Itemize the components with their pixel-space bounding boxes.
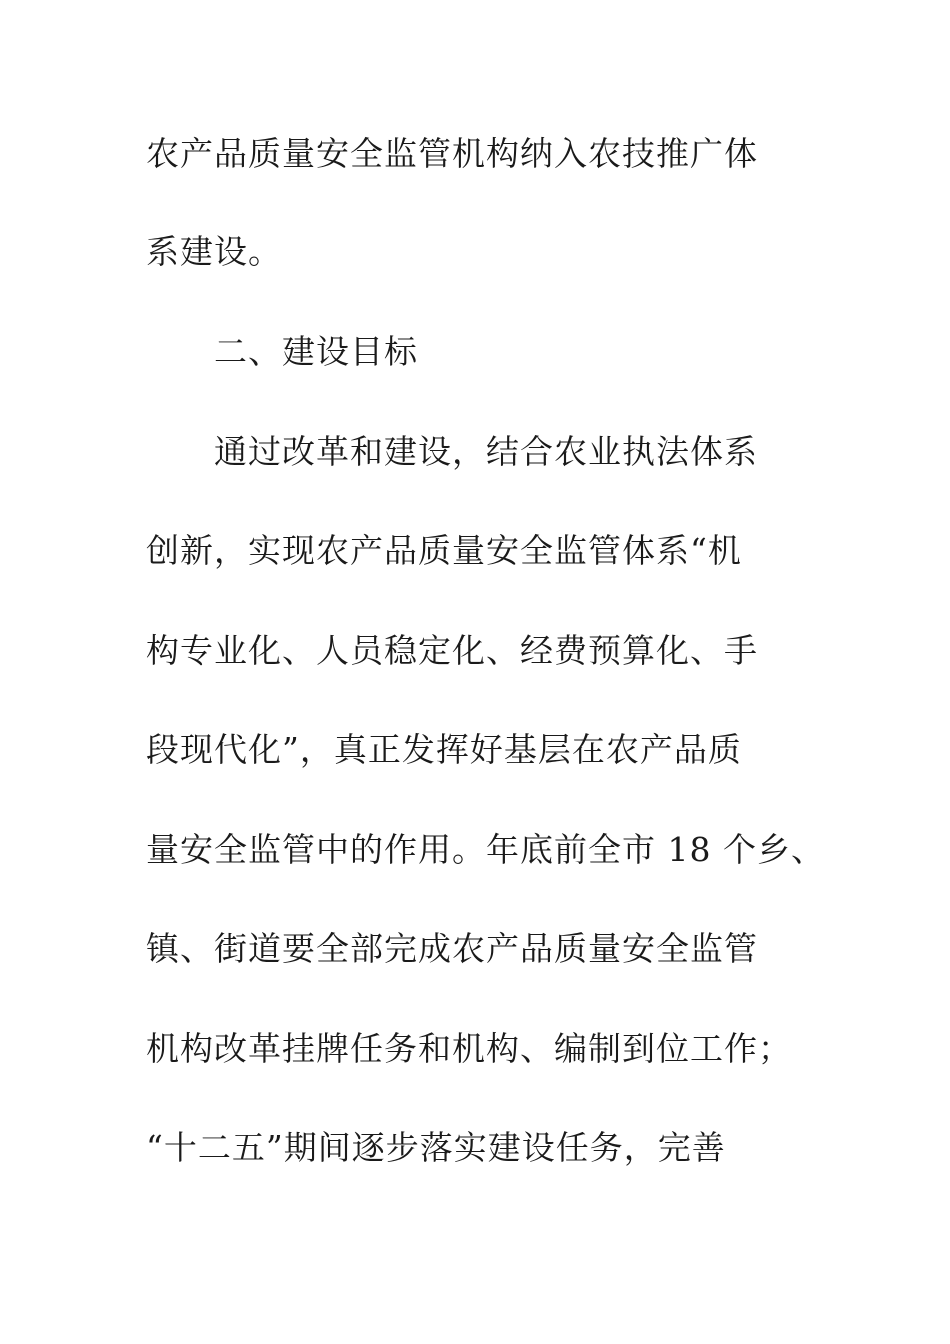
section-heading: 二、建设目标	[214, 332, 418, 371]
body-text-line: 农产品质量安全监管机构纳入农技推广体	[146, 134, 758, 173]
body-text-line: 构专业化、人员稳定化、经费预算化、手	[146, 631, 758, 670]
body-text-line: “十二五”期间逐步落实建设任务，完善	[146, 1128, 726, 1167]
body-text-line: 量安全监管中的作用。年底前全市 18 个乡、	[146, 830, 825, 869]
paragraph-first-line: 通过改革和建设，结合农业执法体系	[214, 432, 758, 471]
body-text-line: 系建设。	[146, 232, 282, 271]
body-text-line: 创新，实现农产品质量安全监管体系“机	[146, 531, 742, 570]
body-text-line: 镇、街道要全部完成农产品质量安全监管	[146, 929, 758, 968]
body-text-line: 机构改革挂牌任务和机构、编制到位工作；	[146, 1029, 792, 1068]
body-text-line: 段现代化”，真正发挥好基层在农产品质	[146, 730, 742, 769]
